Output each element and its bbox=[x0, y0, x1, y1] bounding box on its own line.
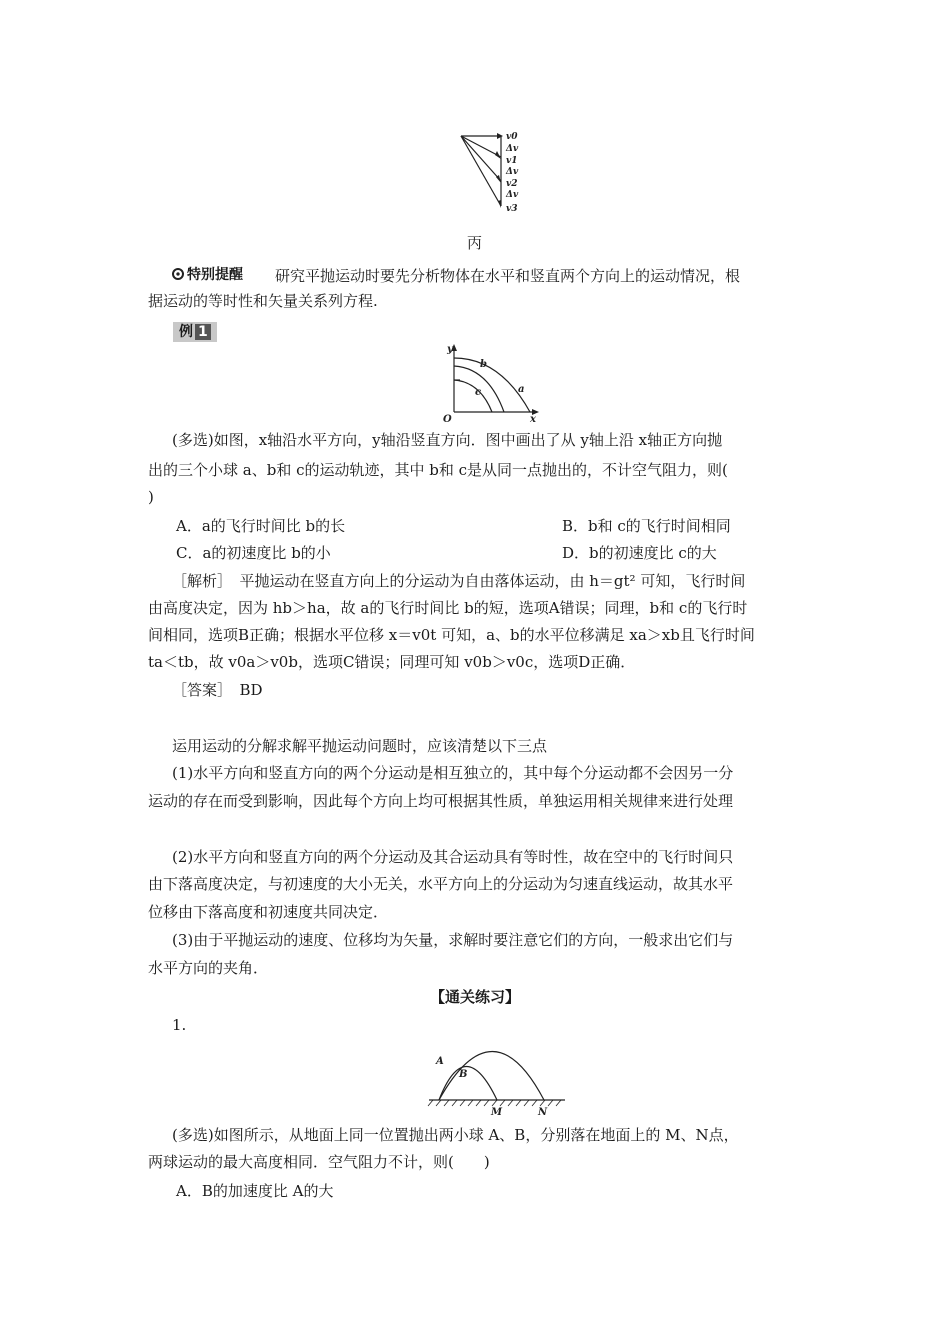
summary-p1-1: (1)水平方向和竖直方向的两个分运动是相互独立的，其中每个分运动都不会因另一分 bbox=[172, 764, 734, 782]
v3-label: v3 bbox=[506, 204, 518, 214]
trajectory-figure bbox=[440, 342, 540, 424]
example-badge bbox=[173, 322, 217, 342]
example-question-3: ) bbox=[148, 488, 154, 506]
figure-caption: 丙 bbox=[467, 234, 483, 252]
option-C: C．a的初速度比 b的小 bbox=[176, 544, 331, 562]
remind-text-2: 据运动的等时性和矢量关系列方程. bbox=[148, 292, 378, 310]
analysis-2: 由高度决定，因为 hb＞ha，故 a的飞行时间比 b的短，选项A错误；同理，b和 c的飞行时 bbox=[148, 599, 748, 617]
analysis-1: ［解析］ 平抛运动在竖直方向上的分运动为自由落体运动，由 h＝gt² 可知，飞行时间 bbox=[172, 572, 746, 590]
remind-text-1: 研究平抛运动时要先分析物体在水平和竖直两个方向上的运动情况，根 bbox=[275, 267, 741, 285]
v2-label: v2 bbox=[506, 179, 518, 189]
analysis-3: 间相同，选项B正确；根据水平位移 x＝v0t 可知，a、b的水平位移满足 xa＞xb且飞行时间 bbox=[148, 626, 755, 644]
origin-label: O bbox=[443, 414, 452, 424]
v1-label: v1 bbox=[506, 156, 518, 166]
summary-p1-2: 运动的存在而受到影响，因此每个方向上均可根据其性质，单独运用相关规律来进行处理 bbox=[148, 792, 734, 810]
curve-b-label: b bbox=[480, 359, 487, 370]
remind-icon bbox=[172, 268, 184, 280]
ball-A-label: A bbox=[436, 1056, 444, 1067]
dv-label-2: Δv bbox=[506, 167, 519, 177]
practice-number: 1. bbox=[172, 1016, 187, 1034]
option-B: B．b和 c的飞行时间相同 bbox=[562, 517, 731, 535]
point-M-label: M bbox=[491, 1107, 503, 1118]
velocity-vector-figure bbox=[455, 126, 535, 218]
example-badge-num: 1 bbox=[195, 324, 211, 340]
summary-p2-3: 位移由下落高度和初速度共同决定． bbox=[148, 903, 389, 921]
point-N-label: N bbox=[538, 1107, 548, 1118]
answer: ［答案］ BD bbox=[172, 681, 263, 699]
practice-question-1: (多选)如图所示，从地面上同一位置抛出两小球 A、B，分别落在地面上的 M、N点， bbox=[172, 1126, 739, 1144]
option-D: D．b的初速度比 c的大 bbox=[562, 544, 717, 562]
summary-p3-2: 水平方向的夹角． bbox=[148, 959, 269, 977]
ball-B-label: B bbox=[459, 1069, 468, 1080]
practice-option-A: A．B的加速度比 A的大 bbox=[176, 1182, 334, 1200]
practice-heading: 【通关练习】 bbox=[429, 988, 520, 1006]
summary-p2-2: 由下落高度决定，与初速度的大小无关，水平方向上的分运动为匀速直线运动，故其水平 bbox=[148, 875, 734, 893]
practice-question-2: 两球运动的最大高度相同．空气阻力不计，则( ) bbox=[148, 1153, 490, 1171]
axis-y-label: y bbox=[447, 344, 453, 355]
summary-p3-1: (3)由于平抛运动的速度、位移均为矢量，求解时要注意它们的方向，一般求出它们与 bbox=[172, 931, 734, 949]
remind-tag bbox=[172, 264, 243, 284]
projectile-figure bbox=[425, 1043, 575, 1123]
v0-label: v0 bbox=[506, 132, 518, 142]
dv-label-3: Δv bbox=[506, 190, 519, 200]
curve-c-label: c bbox=[475, 387, 482, 398]
dv-label-1: Δv bbox=[506, 144, 519, 154]
example-badge-label: 例 bbox=[179, 324, 193, 340]
example-question-1: (多选)如图，x轴沿水平方向，y轴沿竖直方向．图中画出了从 y轴上沿 x轴正方向抛 bbox=[172, 431, 723, 449]
curve-a-label: a bbox=[518, 384, 525, 395]
example-question-2: 出的三个小球 a、b和 c的运动轨迹，其中 b和 c是从同一点抛出的，不计空气阻力，则( bbox=[148, 461, 728, 479]
option-A: A．a的飞行时间比 b的长 bbox=[176, 517, 346, 535]
remind-tag-label: 特别提醒 bbox=[187, 267, 243, 283]
axis-x-label: x bbox=[530, 414, 536, 424]
analysis-4: ta＜tb，故 v0a＞v0b，选项C错误；同理可知 v0b＞v0c，选项D正确． bbox=[148, 653, 636, 671]
summary-intro: 运用运动的分解求解平抛运动问题时，应该清楚以下三点 bbox=[172, 737, 548, 755]
summary-p2-1: (2)水平方向和竖直方向的两个分运动及其合运动具有等时性，故在空中的飞行时间只 bbox=[172, 848, 734, 866]
